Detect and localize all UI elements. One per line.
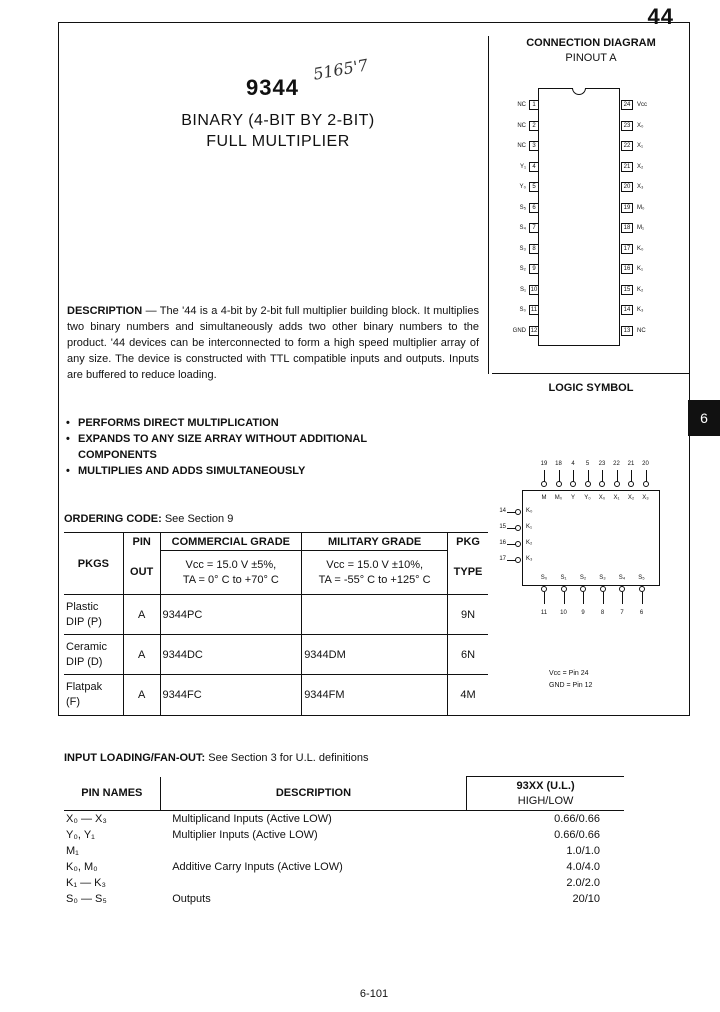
logic-bottom-pin-number: 11 — [540, 610, 548, 616]
col-description: DESCRIPTION — [160, 777, 466, 811]
table-row: X₀ — X₃ Multiplicand Inputs (Active LOW) 0.66/0.66 — [66, 812, 600, 825]
vcc-note: Vcc = Pin 24 — [549, 670, 589, 677]
gnd-note: GND = Pin 12 — [549, 682, 593, 689]
inversion-bubble — [515, 541, 521, 547]
chip-pin-label: S₅ — [519, 204, 526, 211]
col-pin: PIN — [123, 533, 160, 551]
col-pkgs: PKGS — [64, 533, 123, 595]
chip-pin-number: 18 — [621, 223, 633, 233]
logic-top-pin-number: 19 — [540, 461, 548, 467]
inversion-bubble — [570, 481, 576, 487]
chip-pin-number: 15 — [621, 285, 633, 295]
right-section-divider — [492, 373, 690, 374]
logic-top-pin-number: 20 — [642, 461, 649, 467]
table-row: Y₀, Y₁ Multiplier Inputs (Active LOW) 0.66/0.66 — [66, 828, 600, 841]
logic-bottom-pin-line — [583, 592, 584, 604]
logic-top-pin-number: 23 — [598, 461, 606, 467]
chip-pin-label: M₀ — [637, 204, 645, 211]
inversion-bubble — [599, 481, 605, 487]
logic-top-label: X₁ — [613, 495, 620, 501]
connection-diagram-title: CONNECTION DIAGRAM — [526, 37, 656, 49]
section-tab: 6 — [688, 400, 720, 436]
logic-top-pin-number: 18 — [555, 461, 562, 467]
chip-pin-number: 22 — [621, 141, 633, 151]
chip-pin-number: 7 — [529, 223, 539, 233]
military-conditions: Vcc = 15.0 V ±10%, TA = -55° C to +125° C — [302, 551, 448, 595]
feature-item: • PERFORMS DIRECT MULTIPLICATION — [66, 417, 279, 429]
chip-pin-label: S₁ — [519, 286, 526, 293]
inversion-bubble — [515, 557, 521, 563]
logic-bottom-label: S₄ — [618, 575, 626, 581]
table-row: S₀ — S₅ Outputs 20/10 — [66, 892, 600, 905]
col-pkg: PKG — [448, 533, 488, 551]
logic-top-label: Y₀ — [584, 495, 591, 501]
logic-left-pin-number: 17 — [499, 556, 506, 562]
chip-pin-number: 2 — [529, 121, 539, 131]
chip-pin-number: 12 — [530, 327, 538, 334]
logic-bottom-pin-line — [564, 592, 565, 604]
logic-top-pin-number: 22 — [613, 461, 620, 467]
logic-bottom-pin-number: 8 — [600, 610, 605, 616]
logic-bottom-label: S₀ — [540, 575, 548, 581]
chip-pin-label: K₁ — [637, 266, 644, 272]
chip-pin-number: 10 — [530, 286, 538, 293]
inversion-bubble — [643, 481, 649, 487]
logic-left-pin-number: 14 — [499, 508, 506, 514]
column-divider — [488, 36, 489, 374]
description-text: — The '44 is a 4-bit by 2-bit full multiplier building block. It multiplies two binary numbers and simultaneously adds two other binary numbers to the product. '44 devices can be interconnected to form a high speed multiplier array of any size. The device is constructed with TTL compatible inputs and outputs. Inputs are buffered to reduce loading. — [67, 305, 479, 381]
chip-pin-label: S₃ — [519, 245, 526, 252]
chip-pin-label: NC — [637, 327, 646, 334]
chip-pin-number: 23 — [621, 121, 633, 131]
chip-pin-label: X₂ — [637, 163, 644, 170]
logic-bottom-pin-number: 6 — [639, 610, 644, 616]
chip-pin-label: Vcc — [637, 102, 648, 108]
col-commercial: COMMERCIAL GRADE — [160, 533, 302, 551]
chip-pin-label: GND — [512, 327, 526, 334]
chip-pin-number: 1 — [529, 100, 539, 110]
col-unit-load: 93XX (U.L.) HIGH/LOW — [467, 777, 624, 811]
feature-item: • MULTIPLIES AND ADDS SIMULTANEOUSLY — [66, 465, 306, 477]
chip-pin-number: 19 — [621, 203, 633, 213]
logic-left-label: K₁ — [526, 524, 533, 530]
logic-bottom-pin-line — [622, 592, 623, 604]
chip-pin-number: 16 — [621, 264, 633, 274]
logic-top-label: M₀ — [554, 495, 563, 501]
logic-top-label: Y — [570, 495, 575, 501]
col-pin-names: PIN NAMES — [64, 777, 160, 811]
commercial-conditions: Vcc = 15.0 V ±5%, TA = 0° C to +70° C — [160, 551, 302, 595]
chip-pin-number: 21 — [621, 162, 633, 172]
chip-pin-label: X₀ — [637, 122, 644, 129]
chip-pin-number: 6 — [529, 203, 539, 213]
ic-chip-outline — [538, 88, 620, 346]
part-number: 9344 — [246, 75, 299, 100]
table-row: Flatpak (F) A 9344FC 9344FM 4M — [64, 675, 488, 715]
handwritten-note: 5165'7 — [311, 55, 370, 84]
chip-pin-number: 3 — [529, 141, 539, 151]
inversion-bubble — [515, 509, 521, 515]
description-paragraph — [67, 303, 479, 383]
chip-pin-number: 24 — [621, 100, 633, 110]
connection-diagram-subtitle: PINOUT A — [565, 52, 617, 64]
inversion-bubble — [515, 525, 521, 531]
table-row: K₀, M₀ Additive Carry Inputs (Active LOW) 4.0/4.0 — [66, 860, 600, 873]
col-type: TYPE — [448, 551, 488, 595]
chip-pin-number: 13 — [621, 326, 633, 336]
logic-top-pin-number: 21 — [627, 461, 635, 467]
feature-list — [66, 415, 367, 479]
chip-pin-number: 11 — [530, 307, 538, 313]
chip-pin-number: 4 — [529, 162, 539, 172]
chip-pin-number: 17 — [621, 244, 633, 254]
title-line-1: BINARY (4-BIT BY 2-BIT) — [181, 112, 375, 129]
chip-pin-label: X₃ — [637, 184, 644, 190]
table-row: M₁ 1.0/1.0 — [66, 844, 600, 857]
logic-top-label: M — [541, 495, 547, 501]
inversion-bubble — [541, 481, 547, 487]
logic-bottom-pin-number: 10 — [560, 610, 567, 616]
logic-bottom-label: S₃ — [599, 575, 606, 581]
page-number: 44 — [647, 4, 674, 29]
logic-bottom-pin-line — [642, 592, 643, 604]
logic-symbol-title: LOGIC SYMBOL — [548, 382, 634, 394]
col-out: OUT — [123, 551, 160, 595]
logic-bottom-pin-line — [603, 592, 604, 604]
page-footer: 6-101 — [359, 988, 389, 1000]
chip-pin-label: Y₀ — [519, 184, 526, 190]
table-row: K₁ — K₃ 2.0/2.0 — [66, 876, 600, 889]
logic-top-pin-number: 4 — [571, 461, 575, 467]
ordering-code-heading: ORDERING CODE: See Section 9 — [64, 513, 234, 525]
chip-pin-label: K₃ — [637, 307, 644, 313]
inversion-bubble — [585, 481, 591, 487]
table-row: Ceramic DIP (D) A 9344DC 9344DM 6N — [64, 635, 488, 675]
description-label: DESCRIPTION — [67, 305, 143, 317]
feature-item: • EXPANDS TO ANY SIZE ARRAY WITHOUT ADDITIONAL — [66, 433, 368, 445]
chip-pin-label: S₄ — [519, 225, 526, 231]
inversion-bubble — [628, 481, 634, 487]
logic-left-label: K₃ — [526, 556, 533, 562]
logic-bottom-label: S₂ — [579, 575, 587, 581]
chip-pin-label: Y₁ — [519, 163, 526, 170]
chip-pin-number: 5 — [529, 182, 539, 192]
chip-pin-number: 9 — [529, 264, 539, 274]
logic-symbol-box — [522, 490, 660, 586]
table-row: Plastic DIP (P) A 9344PC 9N — [64, 595, 488, 635]
col-military: MILITARY GRADE — [302, 533, 448, 551]
loading-heading: INPUT LOADING/FAN-OUT: See Section 3 for U.L. definitions — [64, 752, 369, 764]
logic-bottom-label: S₁ — [560, 575, 567, 581]
logic-top-pin-number: 5 — [585, 461, 590, 467]
chip-pin-number: 14 — [621, 305, 633, 315]
logic-bottom-label: S₅ — [638, 575, 645, 581]
inversion-bubble — [556, 481, 562, 487]
logic-top-label: X₃ — [642, 495, 649, 501]
chip-pin-label: X₁ — [637, 143, 644, 149]
logic-bottom-pin-number: 9 — [581, 610, 585, 616]
logic-left-pin-number: 15 — [499, 524, 506, 530]
chip-pin-label: K₂ — [637, 286, 644, 293]
chip-pin-number: 20 — [621, 182, 633, 192]
chip-pin-label: M₁ — [637, 225, 645, 231]
chip-pin-number: 8 — [529, 244, 539, 254]
logic-left-label: K₀ — [526, 508, 533, 514]
chip-pin-label: NC — [517, 102, 526, 108]
logic-bottom-pin-line — [544, 592, 545, 604]
logic-top-label: X₂ — [627, 495, 635, 501]
chip-pin-label: NC — [517, 122, 526, 129]
chip-pin-label: S₀ — [519, 307, 526, 313]
logic-left-label: K₂ — [526, 540, 533, 546]
loading-table — [64, 776, 624, 907]
logic-left-pin-number: 16 — [499, 540, 506, 546]
ordering-table — [64, 532, 488, 715]
chip-pin-label: S₂ — [519, 266, 526, 272]
chip-pin-label: NC — [517, 143, 526, 149]
feature-item-cont: COMPONENTS — [78, 449, 157, 461]
chip-pin-label: K₀ — [637, 245, 644, 252]
logic-top-label: X₀ — [598, 495, 606, 501]
inversion-bubble — [614, 481, 620, 487]
logic-bottom-pin-number: 7 — [620, 610, 624, 616]
title-line-2: FULL MULTIPLIER — [206, 133, 350, 150]
